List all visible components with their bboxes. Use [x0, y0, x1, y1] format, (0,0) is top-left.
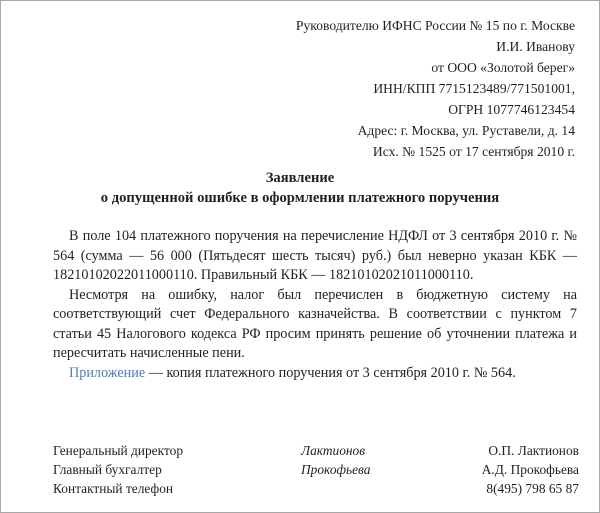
- paragraph-attachment: [53, 364, 577, 384]
- signature-row: [53, 441, 579, 460]
- addressee-block: [296, 15, 575, 162]
- attachment-link[interactable]: Приложение: [69, 364, 146, 381]
- signer-name: А.Д. Прокофьева: [481, 462, 579, 477]
- signer-role: Главный бухгалтер: [53, 462, 162, 477]
- addressee-line: ОГРН 1077746123454: [448, 102, 575, 117]
- signer-name: О.П. Лактионов: [488, 443, 579, 458]
- contact-label: Контактный телефон: [53, 481, 174, 496]
- title-line-1: Заявление: [265, 170, 335, 186]
- document-body: [53, 227, 577, 383]
- addressee-line: Исх. № 1525 от 17 сентября 2010 г.: [372, 144, 575, 159]
- handwritten-signature: Лактионов: [301, 443, 366, 458]
- paragraph-request: Несмотря на ошибку, налог был перечислен в бюджетную систему на соответствующий счет Федерального казначейства. В соответствии с пунктом 7 статьи 45 Налогового кодекса РФ просим принять решение об уточнении платежа и пересчитать начисленные пени.: [53, 286, 577, 361]
- document-title: [1, 168, 599, 208]
- signer-role: Генеральный директор: [53, 443, 184, 458]
- contact-phone: 8(495) 798 65 87: [486, 481, 579, 496]
- addressee-line: И.И. Иванову: [496, 39, 575, 54]
- addressee-line: ИНН/КПП 7715123489/771501001,: [373, 81, 575, 96]
- signature-row: [53, 460, 579, 479]
- contact-spacer: [301, 479, 451, 498]
- addressee-line: Адрес: г. Москва, ул. Руставели, д. 14: [357, 123, 575, 138]
- paragraph-kbk-error: В поле 104 платежного поручения на перечисление НДФЛ от 3 сентября 2010 г. № 564 (сумма — 56 000 (Пятьдесят шесть тысяч) руб.) был неверно указан КБК — 18210102022011000110. Правильный КБК — 18210102021011000110.: [53, 228, 577, 283]
- signature-block: [53, 441, 579, 498]
- title-line-2: о допущенной ошибке в оформлении платежного поручения: [100, 190, 500, 206]
- contact-row: [53, 479, 579, 498]
- attachment-text: — копия платежного поручения от 3 сентября 2010 г. № 564.: [145, 364, 516, 381]
- handwritten-signature: Прокофьева: [301, 462, 371, 477]
- addressee-line: от ООО «Золотой берег»: [431, 60, 575, 75]
- addressee-line: Руководителю ИФНС России № 15 по г. Москве: [295, 18, 575, 33]
